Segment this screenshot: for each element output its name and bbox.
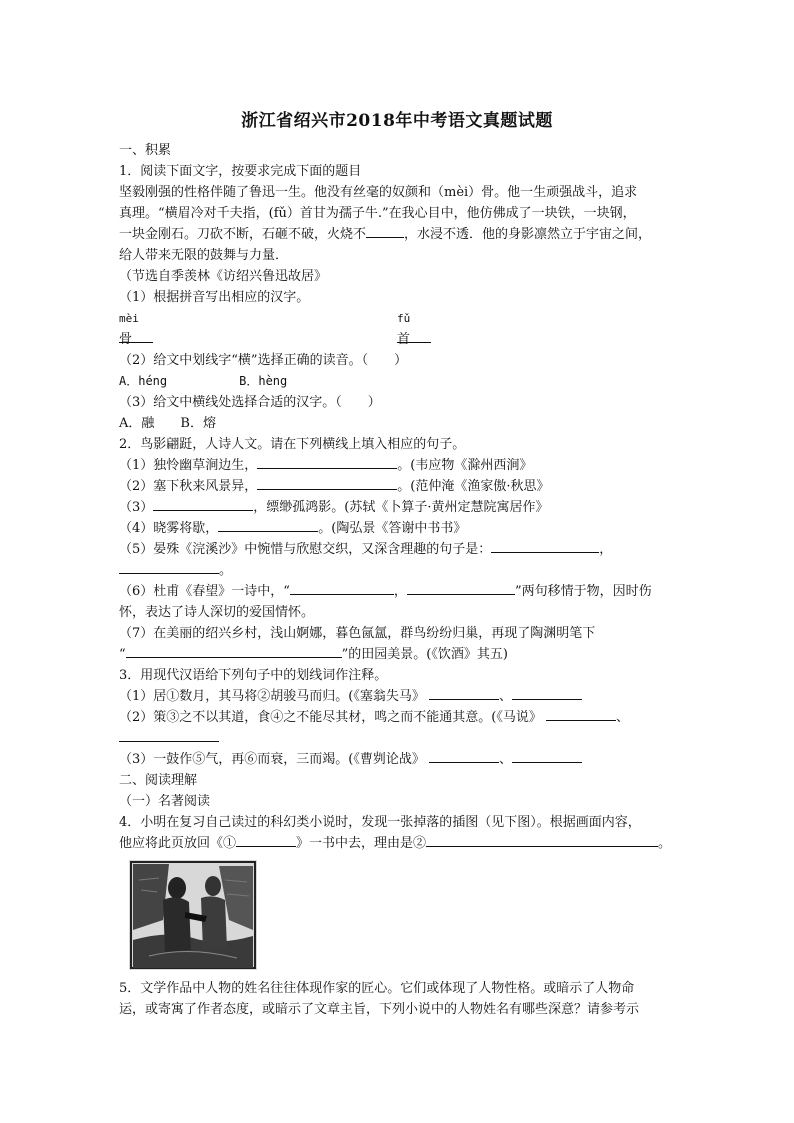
blank-line[interactable] [218, 518, 318, 532]
fill-line: 。 [119, 560, 679, 581]
blank-line[interactable] [491, 539, 599, 553]
blank-line[interactable] [257, 476, 397, 490]
blank-line[interactable] [429, 686, 499, 700]
fill-line: 他应将此页放回《① 》一书中去，理由是② 。 [119, 833, 679, 854]
section-heading: 一、积累 [119, 143, 172, 158]
blank-line[interactable] [126, 644, 238, 658]
sub-question: （3）给文中横线处选择合适的汉字。（ ） [119, 395, 381, 410]
question-5: 5．文学作品中人物的姓名往往体现作家的匠心。它们或体现了人物性格。或暗示了人物命 [119, 981, 635, 996]
blank-line[interactable] [236, 833, 296, 847]
illustration-image [129, 860, 257, 970]
blank-line[interactable] [238, 644, 342, 658]
passage-source: （节选自季羡林《访绍兴鲁迅故居》 [119, 269, 328, 284]
fill-line: （4）晓雾将歇， 。(陶弘景《答谢中书书》 [119, 518, 679, 539]
question-1: 1．阅读下面文字，按要求完成下面的题目 [119, 164, 362, 179]
section-heading: 二、阅读理解 [119, 773, 198, 788]
fill-line: （3）一鼓作⑤气，再⑥而衰，三而竭。(《曹刿论战》 、 [119, 749, 679, 770]
fill-line: （3） ，缥缈孤鸿影。(苏轼《卜算子·黄州定慧院寓居作》 [119, 497, 679, 518]
options: A．héng B．hèng [119, 374, 288, 388]
fill-line: （5）晏殊《浣溪沙》中惋惜与欣慰交织，又深含理趣的句子是： ， [119, 539, 679, 560]
blank-line[interactable] [153, 497, 253, 511]
blank-line[interactable] [119, 728, 219, 742]
blank-line[interactable] [407, 581, 515, 595]
engraving-illustration [129, 860, 257, 970]
fill-line: （2）策③之不以其道，食④之不能尽其材，鸣之而不能通其意。(《马说》 、 [119, 707, 679, 728]
question-4: 4．小明在复习自己读过的科幻类小说时，发现一张掉落的插图（见下图）。根据画面内容， [119, 815, 641, 830]
blank-line[interactable] [546, 707, 616, 721]
blank-line[interactable] [512, 686, 582, 700]
answer-row: 骨 首 [119, 329, 679, 350]
passage-line: 真理。“横眉冷对千夫指，(fǔ）首甘为孺子牛.”在我心目中，他仿佛成了一块铁，一块钢， [119, 206, 636, 221]
fill-line: “ ”的田园美景。(《饮酒》其五) [119, 644, 679, 665]
passage-line: 坚毅刚强的性格伴随了鲁迅一生。他没有丝毫的奴颜和（mèi）骨。他一生顽强战斗，追求 [119, 185, 638, 200]
fill-line [119, 728, 679, 749]
blank-line[interactable] [512, 749, 582, 763]
blank-line[interactable] [290, 581, 394, 595]
passage-line: 一块金刚石。刀砍不断，石砸不破，火烧不 ，水浸不透．他的身影凛然立于宇宙之间， [119, 224, 679, 245]
pinyin-fu: fǔ [397, 312, 411, 325]
blank-line[interactable] [366, 224, 404, 238]
pinyin-mei: mèi [119, 312, 139, 325]
blank-line[interactable] [426, 833, 658, 847]
document-body [119, 140, 679, 1020]
question-2: 2．鸟影翩跹，人诗人文。请在下列横线上填入相应的句子。 [119, 437, 466, 452]
fill-line: 怀，表达了诗人深切的爱国情怀。 [119, 605, 315, 620]
fill-line: （2）塞下秋来风景异， 。(范仲淹《渔家傲·秋思》 [119, 476, 679, 497]
sub-question: （2）给文中划线字“横”选择正确的读音。（ ） [119, 353, 408, 368]
page-title: 浙江省绍兴市2018年中考语文真题试题 [241, 111, 553, 131]
sub-question: （1）根据拼音写出相应的汉字。 [119, 290, 310, 305]
pinyin-row [119, 308, 679, 329]
fill-line: （6）杜甫《春望》一诗中，“ ， ”两句移情于物，因时伤 [119, 581, 679, 602]
question-3: 3．用现代汉语给下列句子中的划线词作注释。 [119, 668, 388, 683]
options: A．融 B．熔 [119, 416, 216, 431]
fill-line: （1）居①数月，其马将②胡骏马而归。(《塞翁失马》 、 [119, 686, 679, 707]
passage-line: 给人带来无限的鼓舞与力量． [119, 248, 289, 263]
fill-line: （1）独怜幽草涧边生， 。(韦应物《滁州西涧》 [119, 455, 679, 476]
blank-line[interactable] [119, 560, 219, 574]
subsection-heading: （一）名著阅读 [119, 794, 211, 809]
blank-line[interactable] [429, 749, 499, 763]
blank-line[interactable] [257, 455, 397, 469]
fill-line: （7）在美丽的绍兴乡村，浅山婀娜，暮色氤氲，群鸟纷纷归巢，再现了陶渊明笔下 [119, 626, 596, 641]
question-5-cont: 运，或寄寓了作者态度，或暗示了文章主旨，下列小说中的人物姓名有哪些深意？请参考示 [119, 1002, 640, 1017]
